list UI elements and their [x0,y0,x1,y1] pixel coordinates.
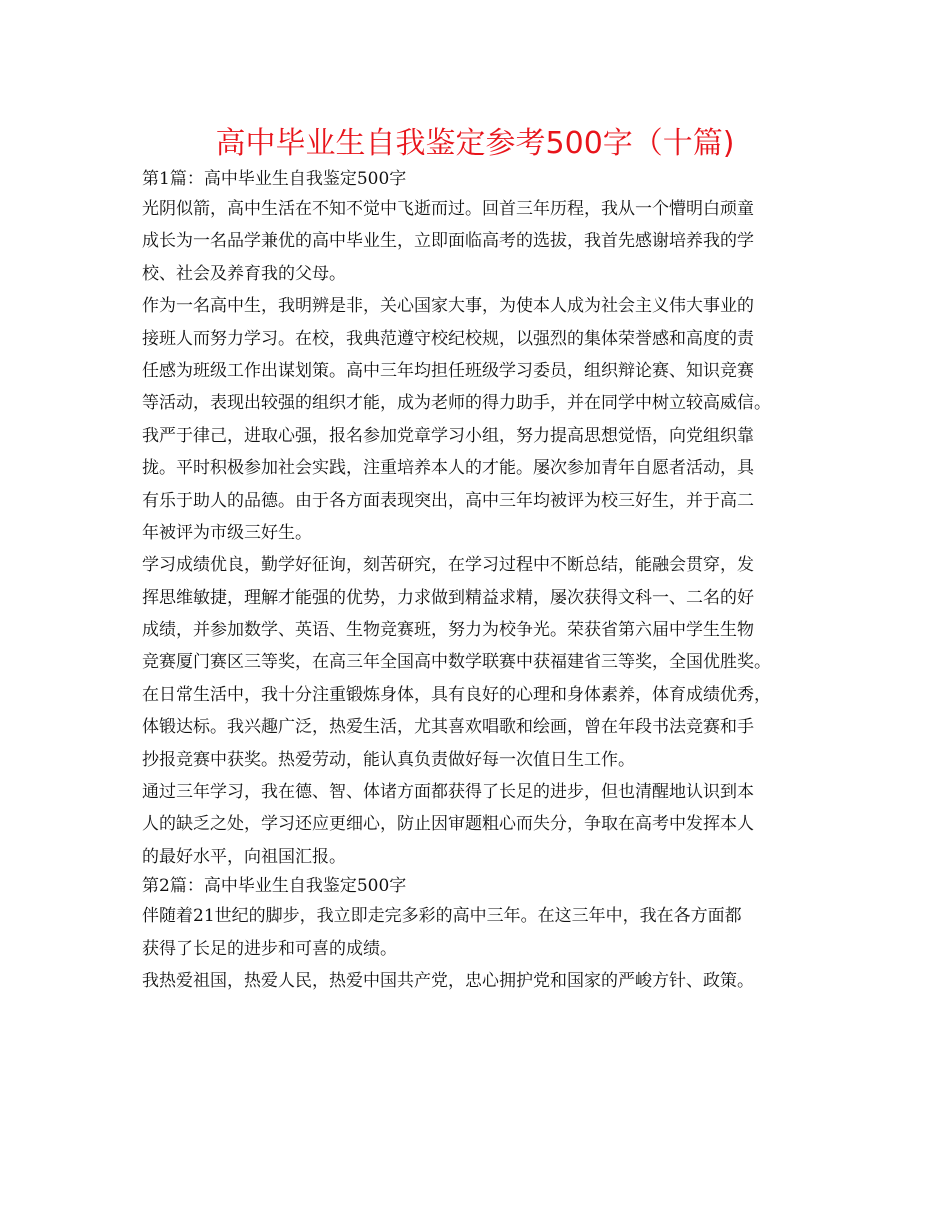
paragraph-line: 通过三年学习，我在德、智、体诸方面都获得了长足的进步，但也清醒地认识到本 [142,782,754,803]
paragraph-line: 竞赛厦门赛区三等奖，在高三年全国高中数学联赛中获福建省三等奖，全国优胜奖。 [142,652,771,673]
paragraph-line: 光阴似箭，高中生活在不知不觉中飞逝而过。回首三年历程，我从一个懵明白顽童 [142,199,754,219]
paragraph-line: 体锻达标。我兴趣广泛，热爱生活，尤其喜欢唱歌和绘画，曾在年段书法竞赛和手 [142,717,754,738]
paragraph-line: 等活动，表现出较强的组织才能，成为老师的得力助手，并在同学中树立较高威信。 [142,393,771,414]
paragraph-line: 拢。平时积极参加社会实践，注重培养本人的才能。屡次参加青年自愿者活动，具 [142,458,754,479]
paragraph-line: 有乐于助人的品德。由于各方面表现突出，高中三年均被评为校三好生，并于高二 [142,490,754,511]
paragraph-line: 挥思维敏捷，理解才能强的优势，力求做到精益求精，屡次获得文科一、二名的好 [142,587,754,608]
paragraph-line: 接班人而努力学习。在校，我典范遵守校纪校规，以强烈的集体荣誉感和高度的责 [142,328,754,349]
paragraph-line: 我热爱祖国，热爱人民，热爱中国共产党，忠心拥护党和国家的严峻方针、政策。 [142,970,754,991]
section-heading: 第1篇：高中毕业生自我鉴定500字 [142,169,407,189]
document-title: 高中毕业生自我鉴定参考500字（十篇) [215,126,735,161]
paragraph-line: 抄报竞赛中获奖。热爱劳动，能认真负责做好每一次值日生工作。 [142,749,635,770]
paragraph-line: 学习成绩优良，勤学好征询，刻苦研究，在学习过程中不断总结，能融会贯穿，发 [142,555,754,576]
paragraph-line: 我严于律己，进取心强，报名参加党章学习小组，努力提高思想觉悟，向党组织靠 [142,425,754,446]
paragraph-line: 成绩，并参加数学、英语、生物竞赛班，努力为校争光。荣获省第六届中学生生物 [142,620,754,641]
section-heading: 第2篇：高中毕业生自我鉴定500字 [142,876,407,897]
paragraph-line: 人的缺乏之处，学习还应更细心，防止因审题粗心而失分，争取在高考中发挥本人 [142,814,754,835]
paragraph-line: 伴随着21世纪的脚步，我立即走完多彩的高中三年。在这三年中，我在各方面都 [142,906,742,927]
paragraph-line: 任感为班级工作出谋划策。高中三年均担任班级学习委员，组织辩论赛、知识竞赛 [142,360,754,381]
paragraph-line: 作为一名高中生，我明辨是非，关心国家大事，为使本人成为社会主义伟大事业的 [142,296,754,317]
document-body [142,166,832,997]
paragraph-line: 在日常生活中，我十分注重锻炼身体，具有良好的心理和身体素养，体育成绩优秀， [142,684,771,705]
paragraph-line: 校、社会及养育我的父母。 [142,263,346,284]
paragraph-line: 年被评为市级三好生。 [142,522,312,543]
paragraph-line: 成长为一名品学兼优的高中毕业生，立即面临高考的选拔，我首先感谢培养我的学 [142,231,754,252]
paragraph-line: 的最好水平，向祖国汇报。 [142,846,346,867]
paragraph-line: 获得了长足的进步和可喜的成绩。 [142,938,397,959]
